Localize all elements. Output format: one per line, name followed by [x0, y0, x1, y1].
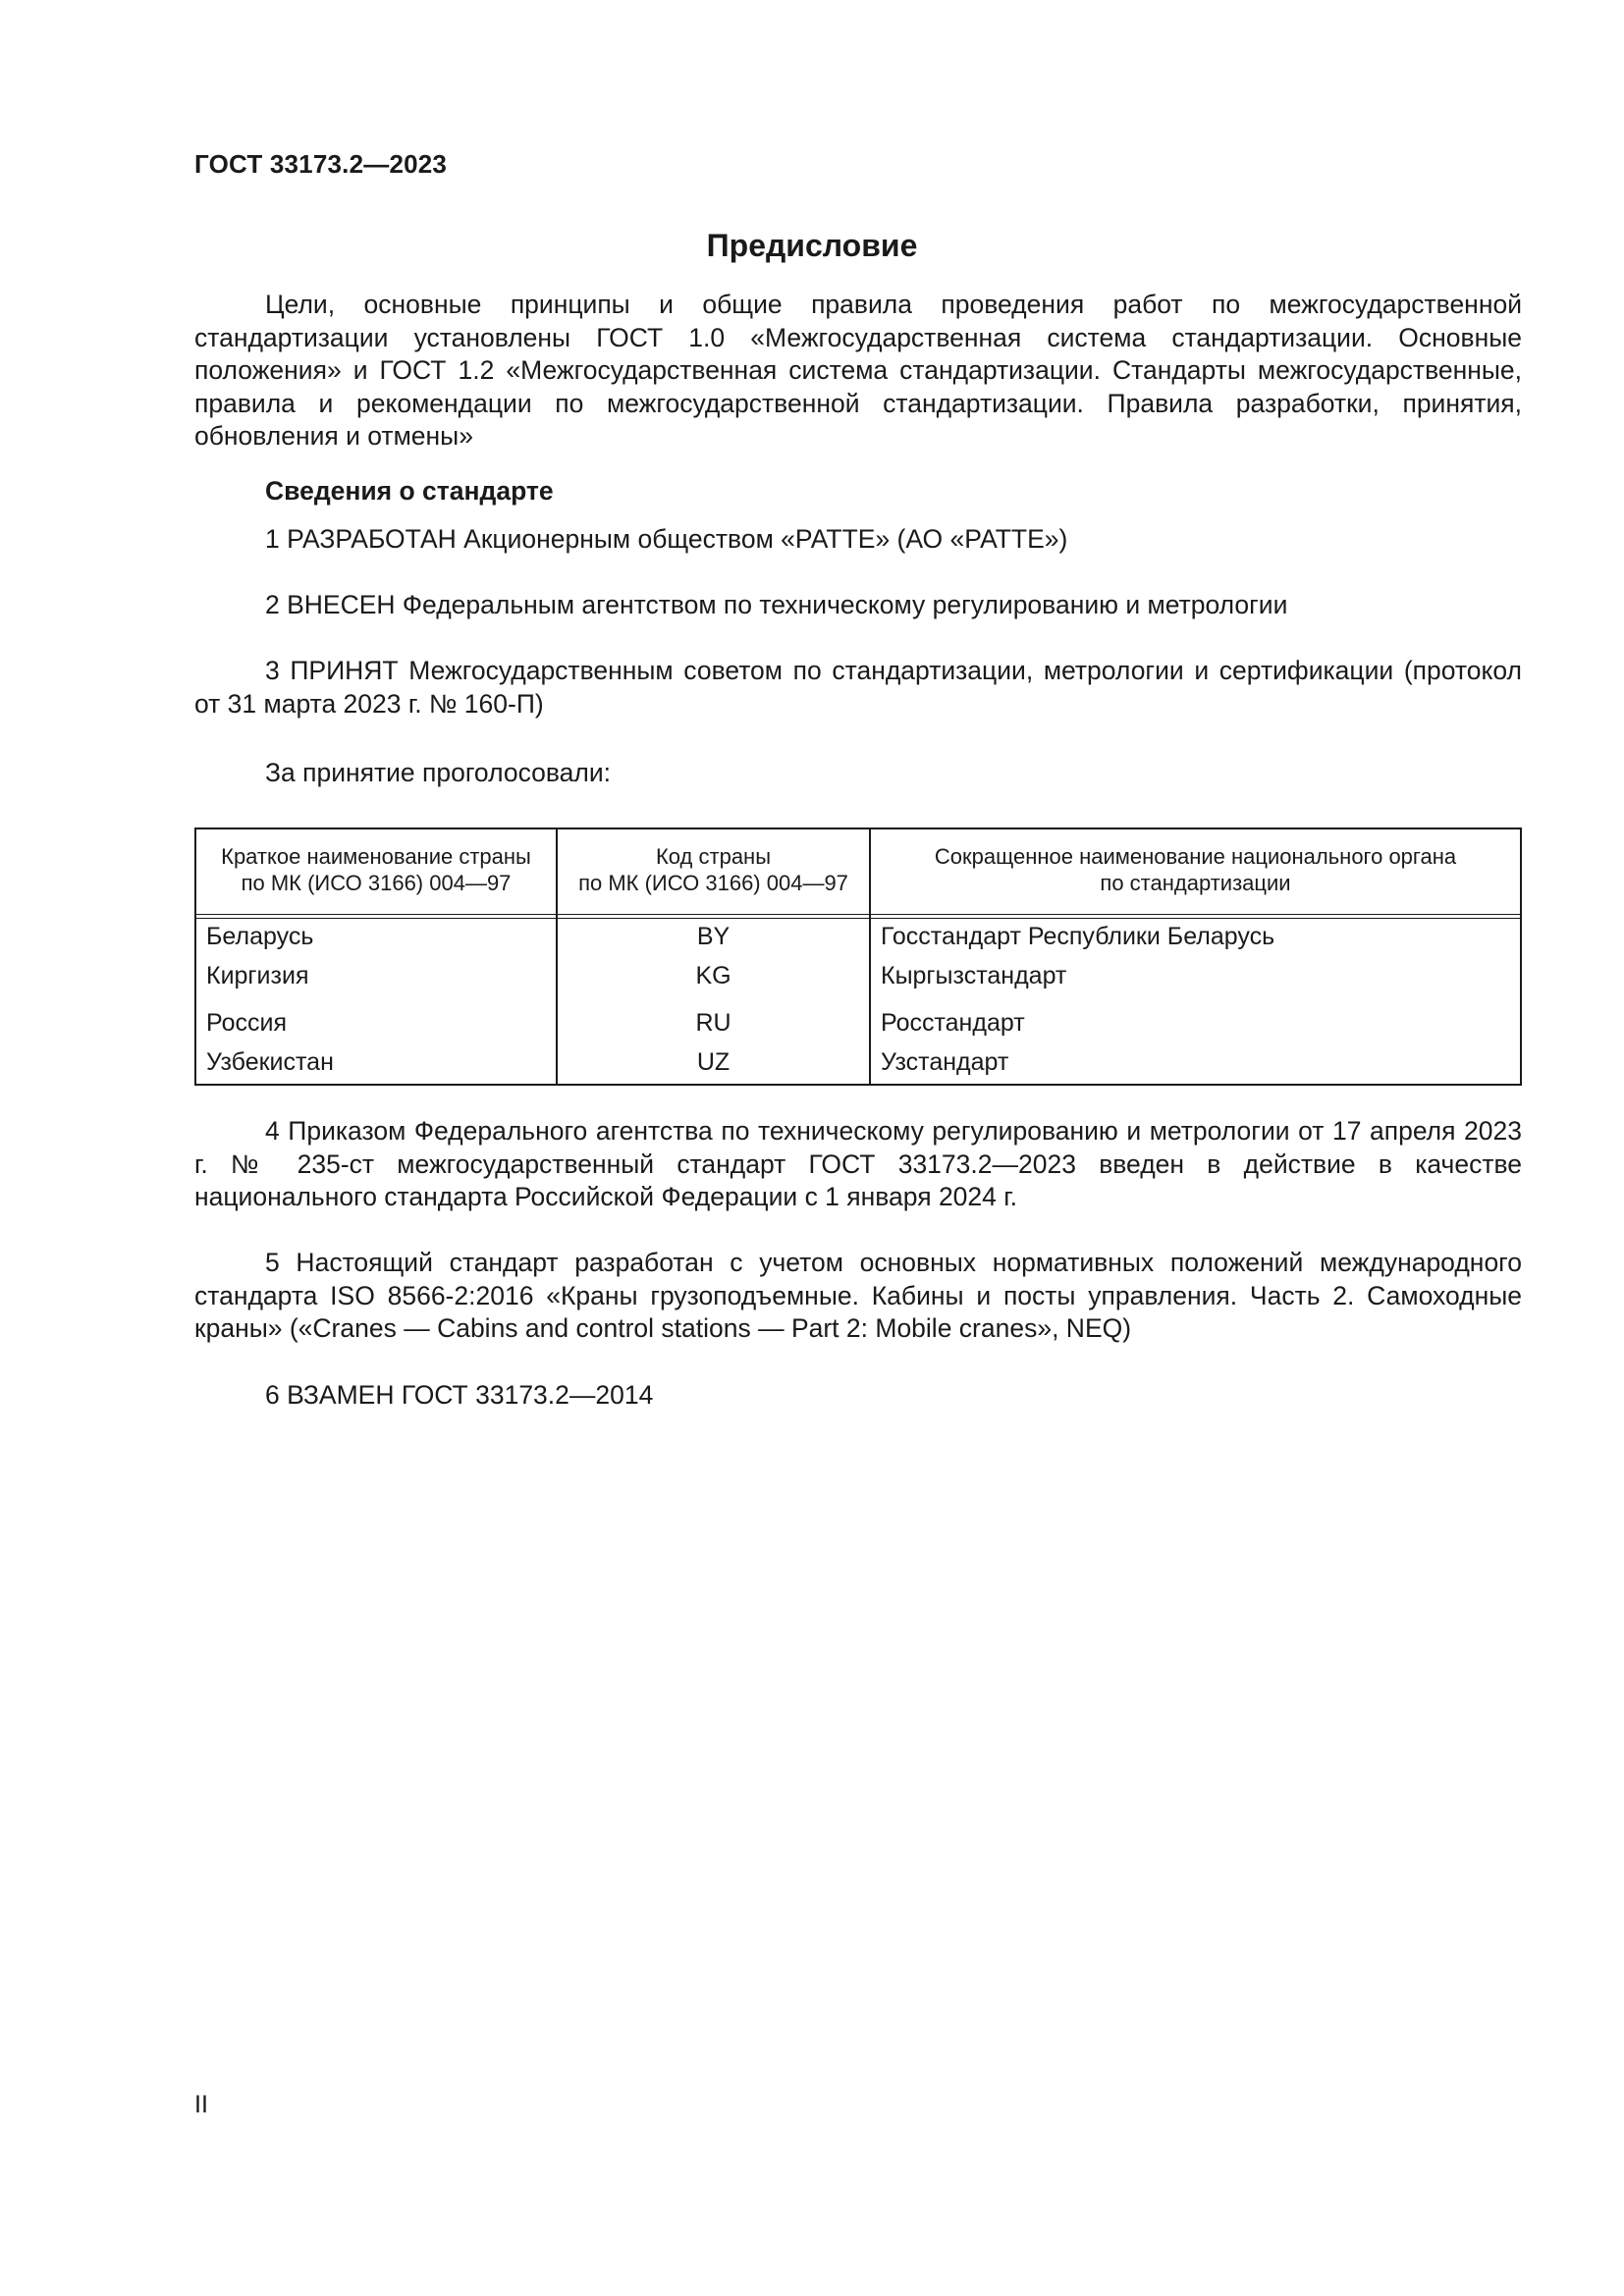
item-6: 6 ВЗАМЕН ГОСТ 33173.2—2014: [265, 1380, 654, 1410]
voted-label: За принятие проголосовали:: [265, 758, 612, 787]
table-header-code: [558, 843, 869, 896]
table-cell-code: BY: [696, 923, 731, 950]
table-header-country: [196, 843, 556, 896]
table-cell-body: Узстандарт: [881, 1048, 1009, 1076]
header-line: по стандартизации: [1100, 871, 1291, 895]
table-header-rule: [196, 918, 1520, 919]
table-header-rule: [196, 914, 1520, 915]
table-cell-country: Киргизия: [206, 962, 309, 989]
table-cell-country: Россия: [206, 1009, 287, 1037]
voting-table: [194, 828, 1522, 1086]
table-cell-country: Беларусь: [206, 923, 314, 950]
table-cell-country: Узбекистан: [206, 1048, 334, 1076]
intro-paragraph: Цели, основные принципы и общие правила проведения работ по межгосударственной стандартизации установлены ГОСТ 1.0 «Межгосударственная система стандартизации. Основные положения» и ГОСТ 1.2 «Межгосударственная система стандартизации. Стандарты межгосударственные, правила и рекомендации по межгосударственной стандартизации. Правила разработки, принятия, обновления и отмены»: [194, 290, 1522, 451]
item-5: 5 Настоящий стандарт разработан с учетом основных нормативных положений международного стандарта ISO 8566-2:2016 «Краны грузоподъемные. Кабины и посты управления. Часть 2. Самоходные краны» («Cranes — Cabins and control stations — Part 2: Mobile cranes», NEQ): [194, 1248, 1522, 1343]
table-header-body: [871, 843, 1520, 896]
section-title: Предисловие: [706, 228, 918, 263]
standard-info-heading: Сведения о стандарте: [265, 476, 554, 506]
header-line: Краткое наименование страны: [221, 844, 531, 869]
document-code-header: ГОСТ 33173.2—2023: [194, 149, 448, 179]
item-1: 1 РАЗРАБОТАН Акционерным обществом «РАТТЕ» (АО «РАТТЕ»): [265, 524, 1068, 554]
page-number: II: [194, 2091, 208, 2118]
item-3: 3 ПРИНЯТ Межгосударственным советом по стандартизации, метрологии и сертификации (протокол от 31 марта 2023 г. № 160-П): [194, 656, 1522, 719]
header-line: по МК (ИСО 3166) 004—97: [578, 871, 848, 895]
table-cell-body: Росстандарт: [881, 1009, 1025, 1037]
header-line: Сокращенное наименование национального органа: [934, 844, 1457, 869]
header-line: Код страны: [655, 844, 772, 869]
table-cell-body: Кыргызстандарт: [881, 962, 1067, 989]
table-cell-code: UZ: [696, 1048, 731, 1076]
table-cell-code: KG: [695, 962, 731, 989]
header-line: по МК (ИСО 3166) 004—97: [241, 871, 512, 895]
table-cell-body: Госстандарт Республики Беларусь: [881, 923, 1275, 950]
table-cell-code: RU: [695, 1009, 731, 1037]
item-4: 4 Приказом Федерального агентства по техническому регулированию и метрологии от 17 апреля 2023 г. № 235-ст межгосударственный стандарт ГОСТ 33173.2—2023 введен в действие в качестве национального стандарта Российской Федерации с 1 января 2024 г.: [194, 1116, 1522, 1211]
item-2: 2 ВНЕСЕН Федеральным агентством по техническому регулированию и метрологии: [265, 590, 1288, 619]
